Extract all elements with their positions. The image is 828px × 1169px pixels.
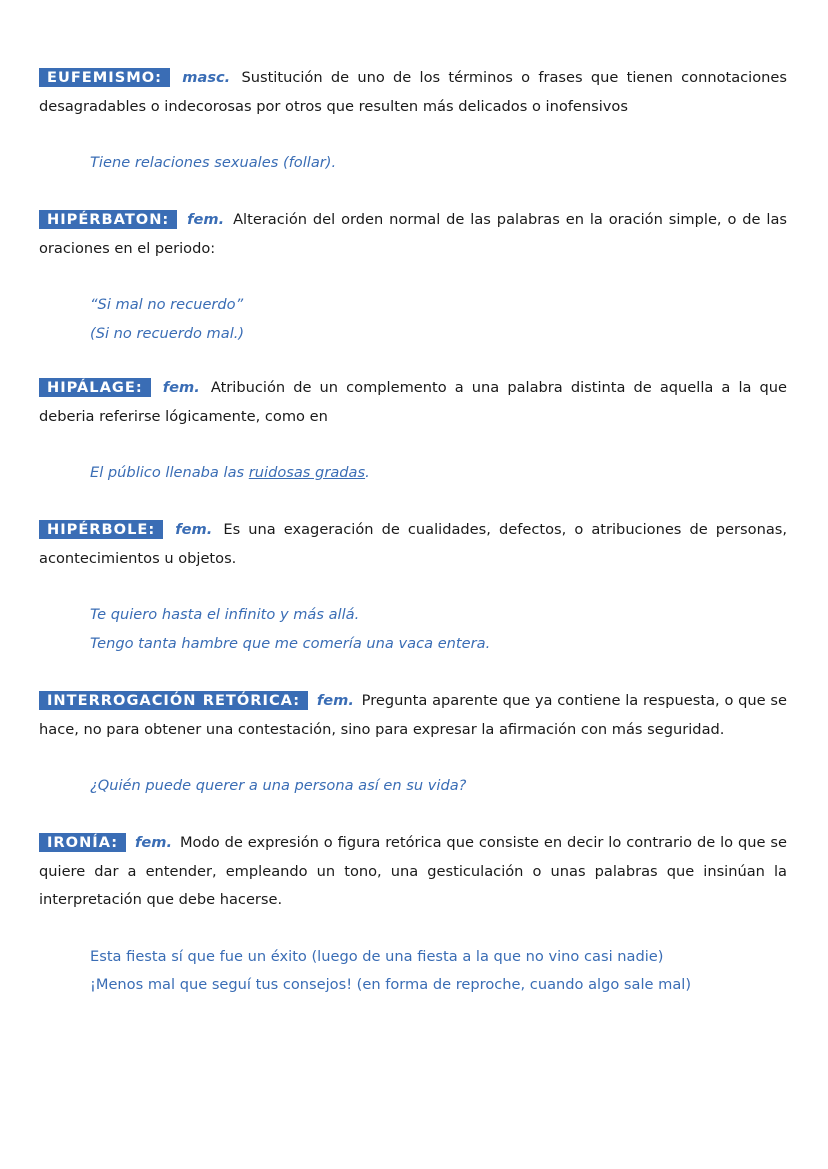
term-label: HIPÁLAGE: (39, 378, 151, 397)
example-line: Esta fiesta sí que fue un éxito (luego de una fiesta a la que no vino casi nadie) (90, 947, 664, 965)
term-label: IRONÍA: (39, 833, 126, 852)
example-line: ¿Quién puede querer a una persona así en su vida? (90, 777, 467, 794)
definition-text: Atribución de un complemento a una palabra distinta de aquella a la que deberia referirse lógicamente, como en (39, 379, 788, 425)
entry-interrogacion-retorica (39, 687, 787, 801)
example-text: El público llenaba las (90, 464, 249, 481)
example-text: . (365, 464, 370, 481)
gender-label: fem. (175, 521, 213, 538)
example-line: Tengo tanta hambre que me comería una vaca entera. (90, 634, 491, 652)
entry-eufemismo (39, 64, 787, 178)
definition-text: Sustitución de uno de los términos o frases que tienen connotaciones desagradables o indecorosas por otros que resulten más delicados o inofensivos (39, 69, 787, 115)
example-line: (Si no recuerdo mal.) (90, 324, 245, 342)
example-line (90, 459, 787, 488)
entry-hiperbole (39, 516, 787, 658)
definition-text: Alteración del orden normal de las palabras en la oración simple, o de las oraciones en el periodo: (39, 211, 788, 257)
term-label: INTERROGACIÓN RETÓRICA: (39, 691, 308, 710)
gender-label: fem. (316, 692, 354, 709)
definition-paragraph (39, 206, 787, 263)
entry-ironia (39, 829, 787, 1000)
underlined-phrase: ruidosas gradas (248, 464, 366, 481)
definition-paragraph (39, 829, 787, 915)
definition-paragraph (39, 687, 787, 744)
example-line: ¡Menos mal que seguí tus consejos! (en forma de reproche, cuando algo sale mal) (90, 976, 692, 993)
definition-paragraph (39, 64, 787, 121)
term-label: HIPÉRBOLE: (39, 520, 163, 539)
gender-label: masc. (182, 69, 231, 86)
definition-paragraph (39, 516, 787, 573)
definition-text: Modo de expresión o figura retórica que consiste en decir lo contrario de lo que se quiere dar a entender, empleando un tono, una gesticulación o unas palabras que insinúan la interpretación que debe hacerse. (39, 834, 788, 908)
gender-label: fem. (187, 211, 225, 228)
example-line: Tiene relaciones sexuales (follar). (90, 154, 337, 171)
definition-text: Pregunta aparente que ya contiene la respuesta, o que se hace, no para obtener una contestación, sino para expresar la afirmación con más seguridad. (39, 692, 788, 738)
example-line: Te quiero hasta el infinito y más allá. (90, 606, 360, 623)
entry-hiperbaton (39, 206, 787, 348)
entry-hipalage (39, 374, 787, 488)
definition-paragraph (39, 374, 787, 431)
gender-label: fem. (135, 834, 173, 851)
definition-text: Es una exageración de cualidades, defectos, o atribuciones de personas, acontecimientos u objetos. (39, 521, 787, 567)
term-label: EUFEMISMO: (39, 68, 170, 87)
term-label: HIPÉRBATON: (39, 210, 177, 229)
gender-label: fem. (162, 379, 200, 396)
example-line: “Si mal no recuerdo” (90, 296, 244, 313)
